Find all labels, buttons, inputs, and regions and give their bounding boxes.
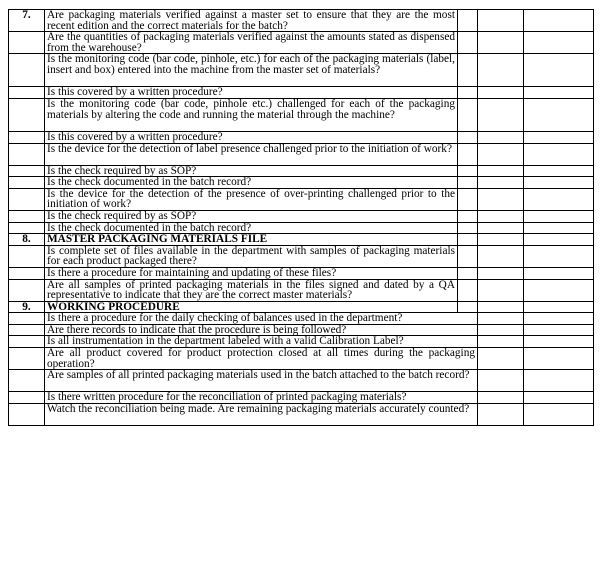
answer-cell-remarks[interactable] xyxy=(524,131,594,143)
answer-cell-spacer xyxy=(458,301,478,313)
question-row xyxy=(9,143,594,165)
answer-cell-yes[interactable] xyxy=(478,87,524,99)
answer-cell-spacer xyxy=(458,279,478,301)
question-text: Is there a procedure for the daily checking of balances used in the department? xyxy=(45,313,478,325)
section-title: MASTER PACKAGING MATERIALS FILE xyxy=(45,234,458,246)
answer-cell-spacer xyxy=(458,165,478,177)
answer-cell-remarks[interactable] xyxy=(524,336,594,348)
item-number xyxy=(9,188,45,210)
answer-cell-spacer xyxy=(458,245,478,267)
question-row xyxy=(9,222,594,234)
item-number: 8. xyxy=(9,234,45,246)
checklist-body xyxy=(9,10,594,426)
question-row xyxy=(9,324,594,336)
item-number xyxy=(9,32,45,54)
question-row xyxy=(9,348,594,370)
question-text: Is complete set of files available in the department with samples of packaging materials for each product packaged there? xyxy=(45,245,458,267)
item-number xyxy=(9,131,45,143)
answer-cell-remarks[interactable] xyxy=(524,210,594,222)
question-row xyxy=(9,177,594,189)
question-row xyxy=(9,10,594,32)
answer-cell-yes[interactable] xyxy=(478,210,524,222)
answer-cell-remarks[interactable] xyxy=(524,267,594,279)
question-row xyxy=(9,32,594,54)
answer-cell-spacer xyxy=(458,131,478,143)
item-number xyxy=(9,98,45,131)
answer-cell-spacer xyxy=(458,10,478,32)
question-text: Are the quantities of packaging materials verified against the amounts stated as dispensed from the warehouse? xyxy=(45,32,458,54)
answer-cell-spacer xyxy=(458,222,478,234)
question-row xyxy=(9,370,594,392)
answer-cell-remarks[interactable] xyxy=(524,392,594,404)
answer-cell-remarks[interactable] xyxy=(524,177,594,189)
answer-cell-spacer xyxy=(458,234,478,246)
item-number xyxy=(9,370,45,392)
question-text: Is the check documented in the batch record? xyxy=(45,177,458,189)
question-row xyxy=(9,87,594,99)
answer-cell-spacer xyxy=(458,98,478,131)
question-text: Is there a procedure for maintaining and updating of these files? xyxy=(45,267,458,279)
item-number xyxy=(9,324,45,336)
question-text: Is the device for the detection of label presence challenged prior to the initiation of work? xyxy=(45,143,458,165)
item-number xyxy=(9,392,45,404)
question-text: Is the check required by as SOP? xyxy=(45,210,458,222)
answer-cell-remarks[interactable] xyxy=(524,279,594,301)
answer-cell-yes[interactable] xyxy=(478,177,524,189)
answer-cell-spacer xyxy=(458,87,478,99)
item-number xyxy=(9,336,45,348)
section-row xyxy=(9,234,594,246)
answer-cell-yes[interactable] xyxy=(478,392,524,404)
item-number xyxy=(9,222,45,234)
answer-cell-spacer xyxy=(458,54,478,87)
answer-cell-yes[interactable] xyxy=(478,313,524,325)
question-row xyxy=(9,279,594,301)
question-row xyxy=(9,403,594,425)
answer-cell-yes[interactable] xyxy=(478,32,524,54)
question-text: Are there records to indicate that the procedure is being followed? xyxy=(45,324,478,336)
answer-cell-remarks[interactable] xyxy=(524,313,594,325)
answer-cell-spacer xyxy=(458,32,478,54)
question-row xyxy=(9,313,594,325)
answer-cell-remarks[interactable] xyxy=(524,165,594,177)
question-text: Is there written procedure for the reconciliation of printed packaging materials? xyxy=(45,392,478,404)
answer-cell-yes[interactable] xyxy=(478,143,524,165)
answer-cell-spacer xyxy=(458,210,478,222)
answer-cell-yes[interactable] xyxy=(478,188,524,210)
answer-cell-yes[interactable] xyxy=(478,98,524,131)
question-text: Is all instrumentation in the department labeled with a valid Calibration Label? xyxy=(45,336,478,348)
question-text: Is the device for the detection of the presence of over-printing challenged prior to the initiation of work? xyxy=(45,188,458,210)
item-number xyxy=(9,210,45,222)
answer-cell-yes[interactable] xyxy=(478,336,524,348)
answer-cell-yes[interactable] xyxy=(478,165,524,177)
question-text: Are samples of all printed packaging materials used in the batch attached to the batch record? xyxy=(45,370,478,392)
item-number: 9. xyxy=(9,301,45,313)
item-number xyxy=(9,87,45,99)
answer-cell-remarks[interactable] xyxy=(524,348,594,370)
item-number xyxy=(9,245,45,267)
answer-cell-yes[interactable] xyxy=(478,403,524,425)
answer-cell-yes[interactable] xyxy=(478,370,524,392)
question-text: Is the monitoring code (bar code, pinhole, etc.) for each of the packaging materials (label, insert and box) entered into the machine from the master set of materials? xyxy=(45,54,458,87)
question-row xyxy=(9,392,594,404)
item-number xyxy=(9,54,45,87)
answer-cell-yes[interactable] xyxy=(478,301,524,313)
answer-cell-spacer xyxy=(458,177,478,189)
item-number xyxy=(9,403,45,425)
answer-cell-remarks[interactable] xyxy=(524,245,594,267)
answer-cell-remarks[interactable] xyxy=(524,188,594,210)
answer-cell-spacer xyxy=(458,267,478,279)
answer-cell-remarks[interactable] xyxy=(524,10,594,32)
answer-cell-yes[interactable] xyxy=(478,348,524,370)
question-row xyxy=(9,188,594,210)
item-number xyxy=(9,313,45,325)
item-number xyxy=(9,143,45,165)
question-text: Are all product covered for product protection closed at all times during the packaging operation? xyxy=(45,348,478,370)
item-number xyxy=(9,279,45,301)
answer-cell-remarks[interactable] xyxy=(524,32,594,54)
question-text: Is the check documented in the batch record? xyxy=(45,222,458,234)
answer-cell-yes[interactable] xyxy=(478,267,524,279)
item-number xyxy=(9,267,45,279)
answer-cell-remarks[interactable] xyxy=(524,324,594,336)
question-row xyxy=(9,131,594,143)
answer-cell-spacer xyxy=(458,188,478,210)
section-row xyxy=(9,301,594,313)
answer-cell-yes[interactable] xyxy=(478,131,524,143)
answer-cell-yes[interactable] xyxy=(478,54,524,87)
section-title: WORKING PROCEDURE xyxy=(45,301,458,313)
item-number xyxy=(9,165,45,177)
question-text: Are packaging materials verified against a master set to ensure that they are the most recent edition and the correct materials for the batch? xyxy=(45,10,458,32)
answer-cell-yes[interactable] xyxy=(478,10,524,32)
item-number: 7. xyxy=(9,10,45,32)
question-text: Are all samples of printed packaging materials in the files signed and dated by a QA representative to indicate that they are the correct master materials? xyxy=(45,279,458,301)
answer-cell-yes[interactable] xyxy=(478,222,524,234)
question-text: Is the check required by as SOP? xyxy=(45,165,458,177)
answer-cell-yes[interactable] xyxy=(478,245,524,267)
question-row xyxy=(9,245,594,267)
item-number xyxy=(9,177,45,189)
answer-cell-remarks[interactable] xyxy=(524,87,594,99)
item-number xyxy=(9,348,45,370)
answer-cell-remarks[interactable] xyxy=(524,98,594,131)
question-row xyxy=(9,267,594,279)
question-text: Watch the reconciliation being made. Are remaining packaging materials accurately counted? xyxy=(45,403,478,425)
answer-cell-remarks[interactable] xyxy=(524,234,594,246)
answer-cell-yes[interactable] xyxy=(478,324,524,336)
question-text: Is the monitoring code (bar code, pinhole etc.) challenged for each of the packaging materials by altering the code and running the material through the machine? xyxy=(45,98,458,131)
question-row xyxy=(9,336,594,348)
question-row xyxy=(9,98,594,131)
answer-cell-remarks[interactable] xyxy=(524,54,594,87)
question-row xyxy=(9,210,594,222)
question-text: Is this covered by a written procedure? xyxy=(45,131,458,143)
answer-cell-remarks[interactable] xyxy=(524,403,594,425)
checklist-table xyxy=(8,9,594,426)
answer-cell-spacer xyxy=(458,143,478,165)
answer-cell-remarks[interactable] xyxy=(524,143,594,165)
question-row xyxy=(9,165,594,177)
question-row xyxy=(9,54,594,87)
answer-cell-remarks[interactable] xyxy=(524,222,594,234)
question-text: Is this covered by a written procedure? xyxy=(45,87,458,99)
answer-cell-yes[interactable] xyxy=(478,234,524,246)
answer-cell-remarks[interactable] xyxy=(524,370,594,392)
answer-cell-remarks[interactable] xyxy=(524,301,594,313)
answer-cell-yes[interactable] xyxy=(478,279,524,301)
